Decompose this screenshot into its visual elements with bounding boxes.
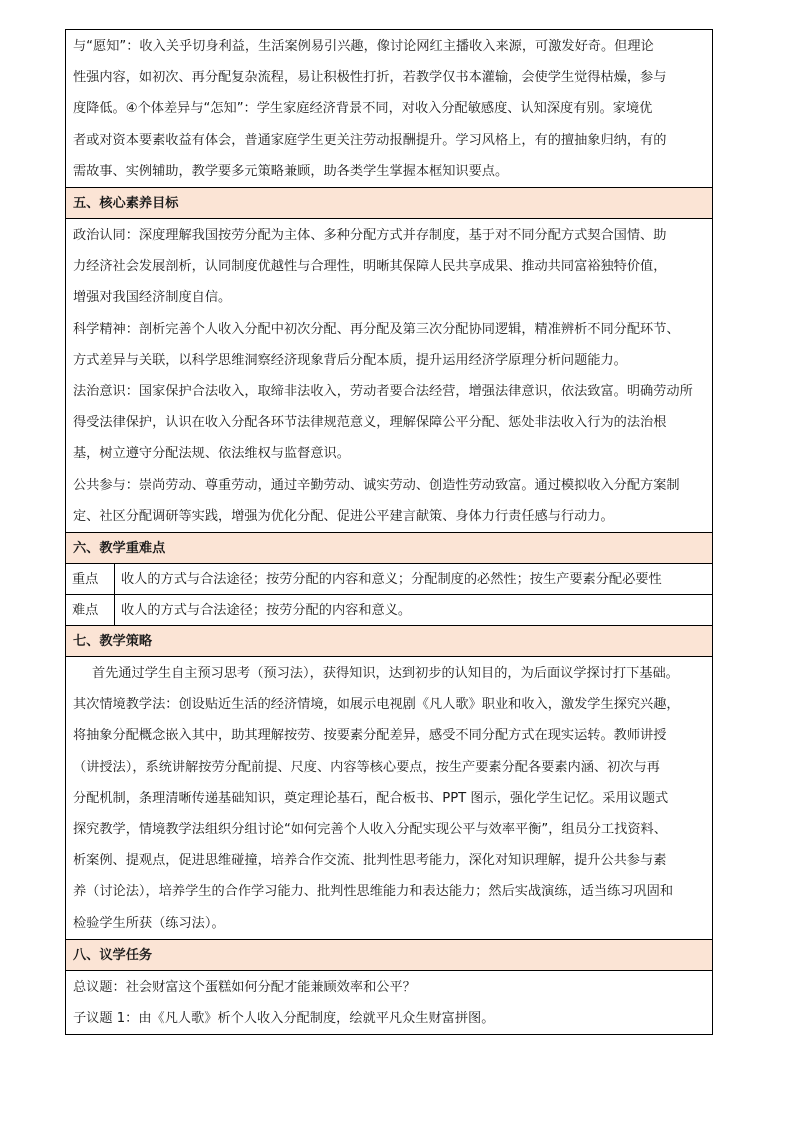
text-line: 首先通过学生自主预习思考（预习法），获得知识，达到初步的认知目的，为后面议学探讨打下基础。 — [92, 666, 679, 682]
key-point-row — [66, 564, 712, 595]
difficult-point-row — [66, 595, 712, 626]
text-line: 公共参与：崇尚劳动、尊重劳动，通过辛勤劳动、诚实劳动、创造性劳动致富。通过模拟收入分配方案制 — [73, 477, 680, 493]
section-heading-teaching-strategy: 七、教学策略 — [66, 626, 712, 657]
text-line: 其次情境教学法：创设贴近生活的经济情境，如展示电视剧《凡人歌》职业和收入，激发学生探究兴趣， — [73, 697, 680, 713]
text-line: 性强内容，如初次、再分配复杂流程，易让积极性打折，若教学仅书本灌输，会使学生觉得枯燥，参与 — [73, 70, 667, 86]
key-point-label: 重点 — [66, 564, 115, 594]
text-line: （讲授法），系统讲解按劳分配前提、尺度、内容等核心要点，按生产要素分配各要素内涵、初次与再 — [73, 759, 660, 775]
text-line: 科学精神：剖析完善个人收入分配中初次分配、再分配及第三次分配协同逻辑，精准辨析不同分配环节、 — [73, 321, 680, 337]
sub-topic-line: 子议题 1：由《凡人歌》析个人收入分配制度，绘就平凡众生财富拼图。 — [73, 1011, 495, 1027]
text-line: 需故事、实例辅助，教学要多元策略兼顾，助各类学生掌握本框知识要点。 — [73, 163, 509, 179]
text-line: 度降低。④个体差异与“怎知”：学生家庭经济背景不同，对收入分配敏感度、认知深度有别。家境优 — [73, 101, 653, 117]
text-line: 方式差异与关联，以科学思维洞察经济现象背后分配本质，提升运用经济学原理分析问题能力。 — [73, 352, 627, 368]
text-line: 基，树立遵守分配法规、依法维权与监督意识。 — [73, 446, 350, 462]
text-line: 检验学生所获（练习法）。 — [73, 915, 225, 931]
text-line: 法治意识：国家保护合法收入，取缔非法收入，劳动者要合法经营，增强法律意识，依法致富。明确劳动所 — [73, 384, 693, 400]
main-topic-line: 总议题：社会财富这个蛋糕如何分配才能兼顾效率和公平？ — [73, 979, 416, 995]
text-line: 力经济社会发展剖析，认同制度优越性与合理性，明晰其保障人民共享成果、推动共同富裕独特价值， — [73, 259, 667, 275]
text-line: 者或对资本要素收益有体会，普通家庭学生更关注劳动报酬提升。学习风格上，有的擅抽象归纳，有的 — [73, 132, 667, 148]
text-line: 政治认同：深度理解我国按劳分配为主体、多种分配方式并存制度，基于对不同分配方式契合国情、助 — [73, 228, 667, 244]
text-line: 定、社区分配调研等实践，增强为优化分配、促进公平建言献策、身体力行责任感与行动力。 — [73, 508, 614, 524]
core-literacy-content — [66, 219, 712, 533]
text-line: 增强对我国经济制度自信。 — [73, 290, 232, 306]
difficult-point-value: 收人的方式与合法途径；按劳分配的内容和意义。 — [121, 603, 412, 619]
text-line: 探究教学，情境教学法组织分组讨论“如何完善个人收入分配实现公平与效率平衡”，组员分工找资料、 — [73, 822, 667, 838]
section-heading-key-difficult-points: 六、教学重难点 — [66, 533, 712, 564]
text-line: 与“愿知”：收入关乎切身利益，生活案例易引兴趣，像讨论网红主播收入来源，可激发好奇。但理论 — [73, 39, 654, 54]
teaching-strategy-content — [66, 657, 712, 940]
section-heading-core-literacy: 五、核心素养目标 — [66, 188, 712, 219]
discussion-tasks-content — [66, 971, 712, 1035]
lesson-plan-table — [65, 29, 713, 1035]
learning-analysis-continued — [66, 30, 712, 188]
difficult-point-label: 难点 — [66, 595, 115, 625]
text-line: 析案例、提观点，促进思维碰撞，培养合作交流、批判性思考能力，深化对知识理解，提升公共参与素 — [73, 853, 667, 869]
text-line: 将抽象分配概念嵌入其中，助其理解按劳、按要素分配差异，感受不同分配方式在现实运转。教师讲授 — [73, 728, 667, 744]
section-heading-discussion-tasks: 八、议学任务 — [66, 940, 712, 971]
key-point-value: 收人的方式与合法途径；按劳分配的内容和意义；分配制度的必然性；按生产要素分配必要性 — [121, 572, 662, 588]
text-line: 养（讨论法），培养学生的合作学习能力、批判性思维能力和表达能力；然后实战演练，适当练习巩固和 — [73, 884, 674, 900]
text-line: 得受法律保护，认识在收入分配各环节法律规范意义，理解保障公平分配、惩处非法收入行为的法治根 — [73, 415, 667, 431]
text-line: 分配机制，条理清晰传递基础知识，奠定理论基石，配合板书、PPT 图示，强化学生记忆。采用议题式 — [73, 790, 669, 806]
